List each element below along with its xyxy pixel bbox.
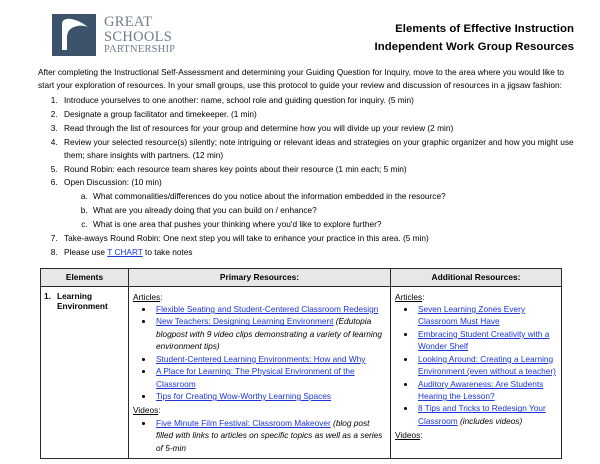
organization-logo (52, 14, 175, 56)
title-line-2: Independent Work Group Resources (374, 41, 574, 54)
additional-article-link-2[interactable]: Embracing Student Creativity with a Wonder Shelf (418, 328, 550, 352)
document-header (0, 0, 600, 58)
primary-articles-label-row (133, 291, 386, 303)
primary-article-link-1[interactable]: Flexible Seating and Student-Centered Classroom Redesign (156, 303, 379, 314)
step-4 (60, 136, 574, 162)
resources-table (40, 268, 562, 460)
step-2 (60, 108, 574, 121)
logo-wordmark (104, 14, 175, 55)
list-item (154, 417, 386, 454)
additional-videos-colon: : (420, 430, 423, 441)
list-item (416, 402, 557, 427)
step-5 (60, 163, 574, 176)
protocol-steps-list (38, 94, 574, 258)
primary-video-note-1: (blog post filled with links to articles on specific topics as well as a series of 5-min (156, 417, 383, 453)
list-item (416, 378, 557, 403)
primary-videos-label-row (133, 404, 386, 416)
list-item (416, 303, 557, 328)
additional-articles-label: Articles (395, 291, 423, 302)
logo-line-3: PARTNERSHIP (104, 43, 176, 55)
primary-video-link-1[interactable]: Five Minute Film Festival: Classroom Makeover (156, 417, 331, 428)
resources-table-wrapper (40, 268, 561, 460)
additional-article-link-4[interactable]: Auditory Awareness: Are Students Hearing the Lesson? (418, 378, 544, 402)
primary-videos-list (133, 417, 386, 454)
list-item (416, 328, 557, 353)
step-6-sublist (64, 190, 574, 231)
additional-resources-cell (391, 286, 562, 459)
additional-article-link-5[interactable]: 8 Tips and Tricks to Redesign Your Classroom (418, 403, 546, 426)
primary-articles-colon: : (160, 291, 163, 302)
additional-articles-label-row (395, 291, 557, 303)
element-cell-learning-environment (41, 286, 129, 459)
step-3-text: Read through the list of resources for your group and determine how you will divide up your review (2 min) (64, 122, 454, 133)
primary-article-link-5[interactable]: Tips for Creating Wow-Worthy Learning Spaces (156, 391, 332, 402)
table-row (41, 286, 562, 459)
column-header-additional-resources: Additional Resources: (391, 268, 562, 286)
primary-article-link-4[interactable]: A Place for Learning: The Physical Environment of the Classroom (156, 366, 355, 389)
additional-articles-colon: : (422, 291, 425, 302)
list-item (154, 353, 386, 365)
step-6b: b. What are you already doing that you can build on / enhance? (90, 204, 574, 217)
primary-resources-cell (129, 286, 391, 459)
primary-article-note-2: (Edutopia blogpost with 9 video clips demonstrating a variety of learning environment tips) (156, 316, 382, 352)
column-header-primary-resources: Primary Resources: (129, 268, 391, 286)
step-8-text-before: Please use (64, 246, 108, 257)
list-item (154, 365, 386, 390)
title-line-1: Elements of Effective Instruction (395, 23, 574, 35)
primary-article-link-3[interactable]: Student-Centered Learning Environments: How and Why (156, 353, 366, 364)
step-6c: c. What is one area that pushes your thinking where you'd like to explore further? (90, 218, 574, 231)
column-header-elements: Elements (41, 268, 129, 286)
step-1 (60, 94, 574, 107)
step-8-text-after: to take notes (142, 246, 193, 257)
page-title (308, 14, 574, 57)
step-6a: a. What commonalities/differences do you notice about the information embedded in the resource? (90, 190, 574, 203)
primary-videos-label: Videos (133, 405, 159, 416)
additional-article-link-1[interactable]: Seven Learning Zones Every Classroom Must Have (418, 303, 526, 327)
additional-videos-label: Videos (395, 430, 421, 441)
step-1-text: Introduce yourselves to one another: name, school role and guiding question for inquiry. (5 min) (64, 95, 414, 106)
primary-articles-label: Articles (133, 291, 161, 302)
additional-article-link-3[interactable]: Looking Around: Creating a Learning Environment (even without a teacher) (418, 353, 556, 377)
step-6 (60, 176, 574, 230)
step-2-text: Designate a group facilitator and timekeeper. (1 min) (64, 109, 257, 120)
step-3 (60, 122, 574, 135)
step-8 (60, 246, 574, 259)
step-7-text: Take-aways Round Robin: One next step you will take to enhance your practice in this area. (5 min) (64, 232, 429, 243)
element-number: 1. (44, 290, 51, 301)
t-chart-link[interactable]: T CHART (107, 246, 143, 257)
additional-videos-label-row (395, 429, 557, 441)
step-5-text: Round Robin: each resource team shares key points about their resource (1 min each; 5 min) (64, 163, 407, 174)
primary-articles-list (133, 303, 386, 403)
list-item (154, 315, 386, 352)
logo-line-1: GREAT (104, 14, 153, 30)
intro-paragraph: After completing the Instructional Self-Assessment and determining your Guiding Question for Inquiry, move to the area where you would like to start your exploration of resources. In your small groups, use this protocol to guide your review and discussion of resources in a jigsaw fashion: (38, 67, 565, 90)
primary-videos-colon: : (158, 405, 161, 416)
step-7 (60, 232, 574, 245)
list-item (416, 353, 557, 378)
great-schools-partnership-logo-icon (52, 14, 96, 56)
list-item (154, 303, 386, 315)
primary-article-link-2[interactable]: New Teachers: Designing Learning Environment (156, 316, 334, 327)
additional-articles-list (395, 303, 557, 427)
step-4-text: Review your selected resource(s) silently; note intriguing or relevant ideas and strategies on your graphic organizer and how you might use them; share insights with partners. (12 min) (64, 136, 574, 160)
logo-line-2: SCHOOLS (104, 28, 173, 45)
list-item (154, 390, 386, 402)
table-header-row (41, 268, 562, 286)
element-name: Learning Environment (57, 290, 108, 311)
step-6-text: Open Discussion: (10 min) (64, 177, 162, 188)
additional-article-note-5: (includes videos) (457, 415, 523, 426)
